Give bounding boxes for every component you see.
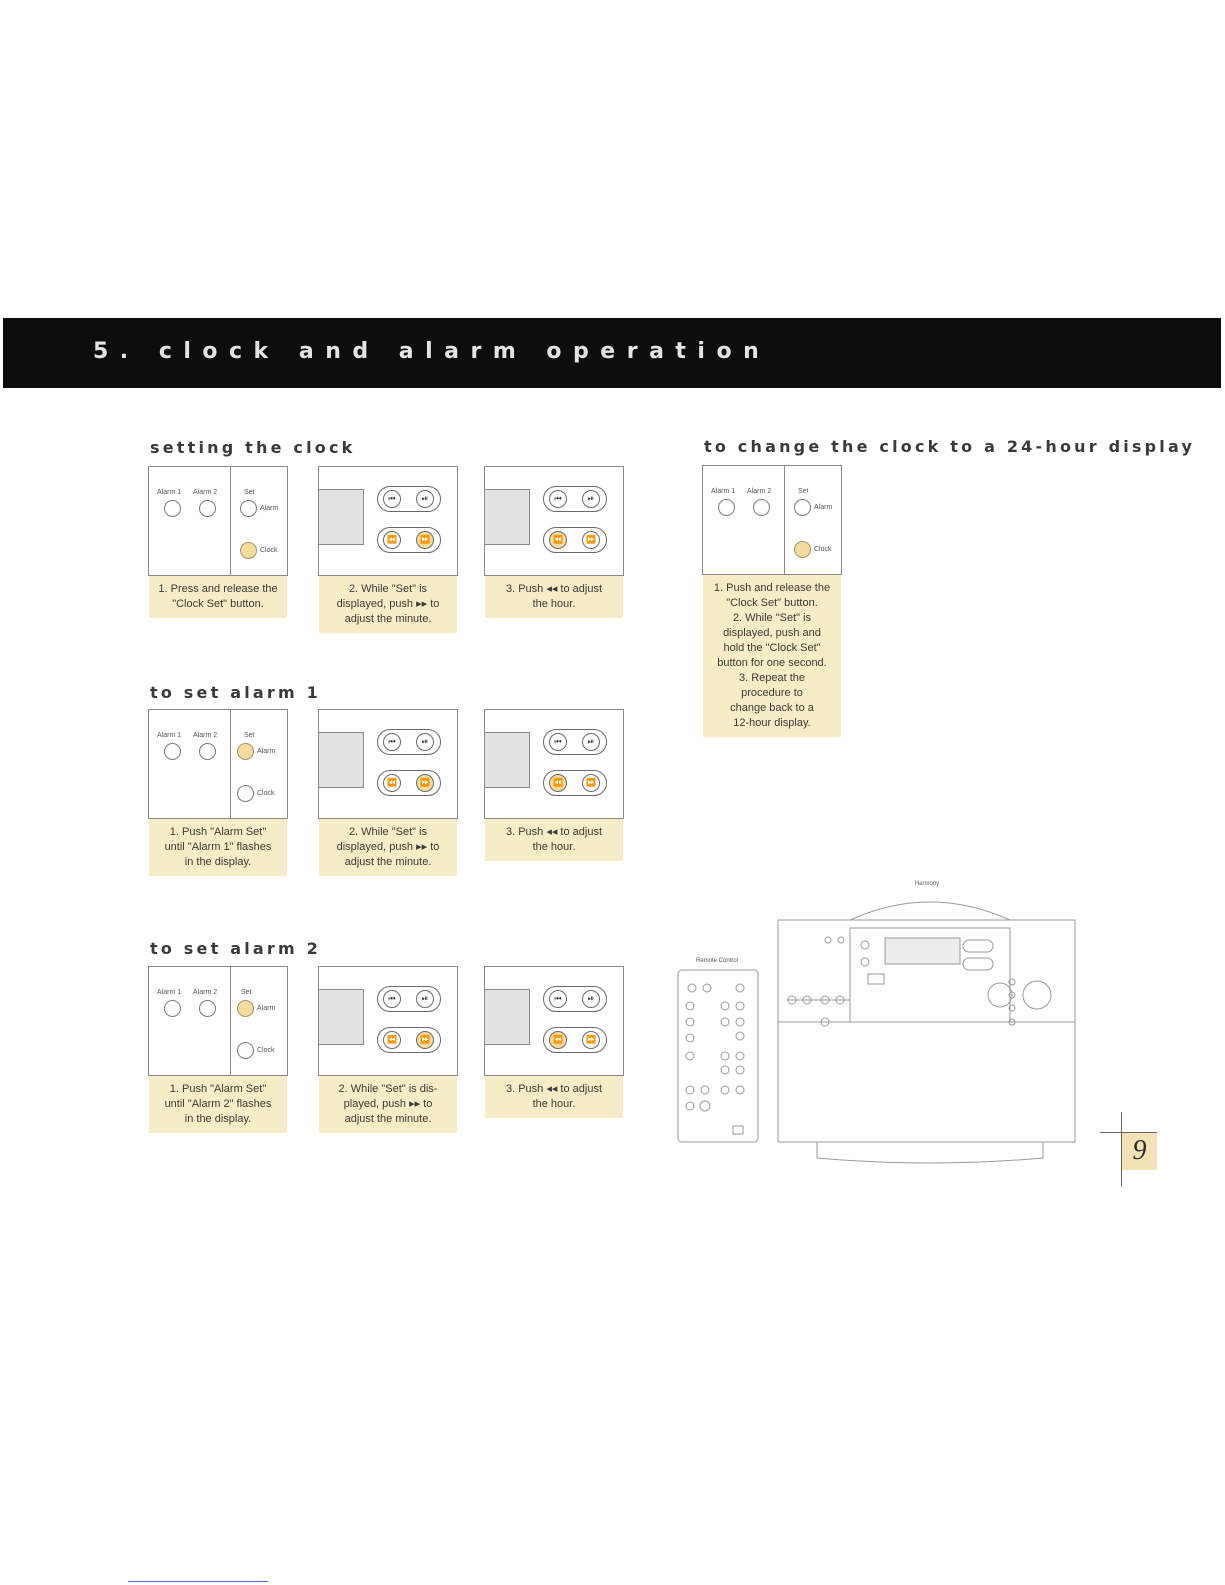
alarm1-button[interactable] [164,1000,181,1017]
rewind-icon[interactable]: ⏪ [383,1031,401,1049]
scan-button-pair [543,527,607,553]
set-label: Set [244,732,255,739]
folio-rule-horizontal [1100,1132,1157,1133]
play-pause-icon[interactable]: ⏯ [582,990,600,1008]
display24-set-panel [702,465,842,575]
previous-icon[interactable]: ⏮ [549,733,567,751]
caption-alarm1-step3: 3. Push ◂◂ to adjust the hour. [485,819,623,861]
alarm-set-button[interactable] [794,499,811,516]
previous-icon[interactable]: ⏮ [383,990,401,1008]
caption-clock-step2: 2. While "Set" is displayed, push ▸▸ to adjust the minute. [319,576,457,633]
caption-alarm1-step1: 1. Push "Alarm Set" until "Alarm 1" flashes in the display. [149,819,287,876]
previous-icon[interactable]: ⏮ [383,490,401,508]
alarm2-label: Alarm 2 [193,732,218,739]
previous-icon[interactable]: ⏮ [383,733,401,751]
alarm-set-button[interactable] [240,500,257,517]
scan-edge-line [128,1581,268,1582]
alarm2-label: Alarm 2 [747,488,772,495]
heading-setting-the-clock: setting the clock [150,438,356,457]
control-panel-minute [318,966,458,1076]
track-button-pair [377,986,441,1012]
control-panel-minute [318,709,458,819]
rewind-icon[interactable]: ⏪ [549,774,567,792]
play-pause-icon[interactable]: ⏯ [416,490,434,508]
chapter-banner [3,318,1221,388]
clock-set-button[interactable] [237,1042,254,1059]
caption-clock-step3: 3. Push ◂◂ to adjust the hour. [485,576,623,618]
rewind-icon[interactable]: ⏪ [549,531,567,549]
control-panel-minute [318,466,458,576]
remote-body [678,970,758,1142]
alarm1-button[interactable] [718,499,735,516]
display-screen [319,732,364,788]
remote-buttons [686,984,744,1134]
caption-alarm2-step3: 3. Push ◂◂ to adjust the hour. [485,1076,623,1118]
track-button-pair [543,729,607,755]
scan-button-pair [377,1027,441,1053]
alarm1-label: Alarm 1 [711,488,736,495]
alarm1-label: Alarm 1 [157,489,182,496]
fast-forward-icon[interactable]: ⏩ [416,774,434,792]
scan-button-pair [543,770,607,796]
scan-button-pair [377,770,441,796]
alarm-set-label: Alarm [814,504,833,511]
display-screen [485,732,530,788]
rewind-icon[interactable]: ⏪ [549,1031,567,1049]
caption-24-hour-steps: 1. Push and release the "Clock Set" button. 2. While "Set" is displayed, push and hold the "Clock Set" button for one second. 3. Repeat the procedure to change back to a 12-hour display. [703,575,841,737]
alarm1-button[interactable] [164,500,181,517]
unit-top-dome [850,902,1010,920]
caption-alarm2-step2: 2. While "Set" is dis- played, push ▸▸ to adjust the minute. [319,1076,457,1133]
device-illustration [675,870,1095,1190]
control-panel-hour [484,966,624,1076]
panel-divider [230,467,231,575]
alarm2-button[interactable] [199,743,216,760]
clock-set-label: Clock [257,790,275,797]
alarm1-label: Alarm 1 [157,732,182,739]
control-panel-hour [484,709,624,819]
heading-set-alarm-2: to set alarm 2 [150,939,321,958]
unit-display [885,938,960,964]
alarm-set-label: Alarm [257,1005,276,1012]
rewind-icon[interactable]: ⏪ [383,774,401,792]
clock-set-label: Clock [814,546,832,553]
track-button-pair [543,486,607,512]
scan-button-pair [377,527,441,553]
alarm-set-button[interactable] [237,743,254,760]
caption-alarm1-step2: 2. While "Set" is displayed, push ▸▸ to adjust the minute. [319,819,457,876]
panel-divider [230,710,231,818]
alarm2-button[interactable] [199,1000,216,1017]
fast-forward-icon[interactable]: ⏩ [582,774,600,792]
panel-divider [230,967,231,1075]
caption-alarm2-step1: 1. Push "Alarm Set" until "Alarm 2" flashes in the display. [149,1076,287,1133]
alarm2-button[interactable] [199,500,216,517]
scan-button-pair [543,1027,607,1053]
track-button-pair [543,986,607,1012]
alarm-set-label: Alarm [260,505,279,512]
alarm2-label: Alarm 2 [193,489,218,496]
alarm-set-label: Alarm [257,748,276,755]
clock-set-button[interactable] [794,541,811,558]
display-screen [485,489,530,545]
control-panel-hour [484,466,624,576]
alarm1-button[interactable] [164,743,181,760]
previous-icon[interactable]: ⏮ [549,990,567,1008]
fast-forward-icon[interactable]: ⏩ [416,531,434,549]
caption-clock-step1: 1. Press and release the "Clock Set" button. [149,576,287,618]
display-screen [319,989,364,1045]
set-label: Set [244,489,255,496]
clock-set-label: Clock [257,1047,275,1054]
clock-set-panel [148,466,288,576]
alarm1-set-panel [148,709,288,819]
harmony-label: Harmony [914,881,940,887]
alarm2-button[interactable] [753,499,770,516]
play-pause-icon[interactable]: ⏯ [582,490,600,508]
clock-set-label: Clock [260,547,278,554]
remote-control-label: Remote Control [695,958,739,964]
alarm2-label: Alarm 2 [193,989,218,996]
set-label: Set [241,989,252,996]
clock-set-button[interactable] [237,785,254,802]
track-button-pair [377,486,441,512]
set-label: Set [798,488,809,495]
heading-24-hour-display: to change the clock to a 24-hour display [704,437,1196,456]
display-screen [485,989,530,1045]
fast-forward-icon[interactable]: ⏩ [582,1031,600,1049]
alarm-set-button[interactable] [237,1000,254,1017]
track-button-pair [377,729,441,755]
chapter-title: 5. clock and alarm operation [93,339,771,364]
panel-divider [784,466,785,574]
play-pause-icon[interactable]: ⏯ [416,733,434,751]
alarm2-set-panel [148,966,288,1076]
previous-icon[interactable]: ⏮ [549,490,567,508]
page-number: 9 [1132,1135,1147,1166]
heading-set-alarm-1: to set alarm 1 [150,683,321,702]
clock-set-button[interactable] [240,542,257,559]
alarm1-label: Alarm 1 [157,989,182,996]
play-pause-icon[interactable]: ⏯ [582,733,600,751]
play-pause-icon[interactable]: ⏯ [416,990,434,1008]
fast-forward-icon[interactable]: ⏩ [416,1031,434,1049]
display-screen [319,489,364,545]
rewind-icon[interactable]: ⏪ [383,531,401,549]
fast-forward-icon[interactable]: ⏩ [582,531,600,549]
unit-base [817,1142,1043,1163]
